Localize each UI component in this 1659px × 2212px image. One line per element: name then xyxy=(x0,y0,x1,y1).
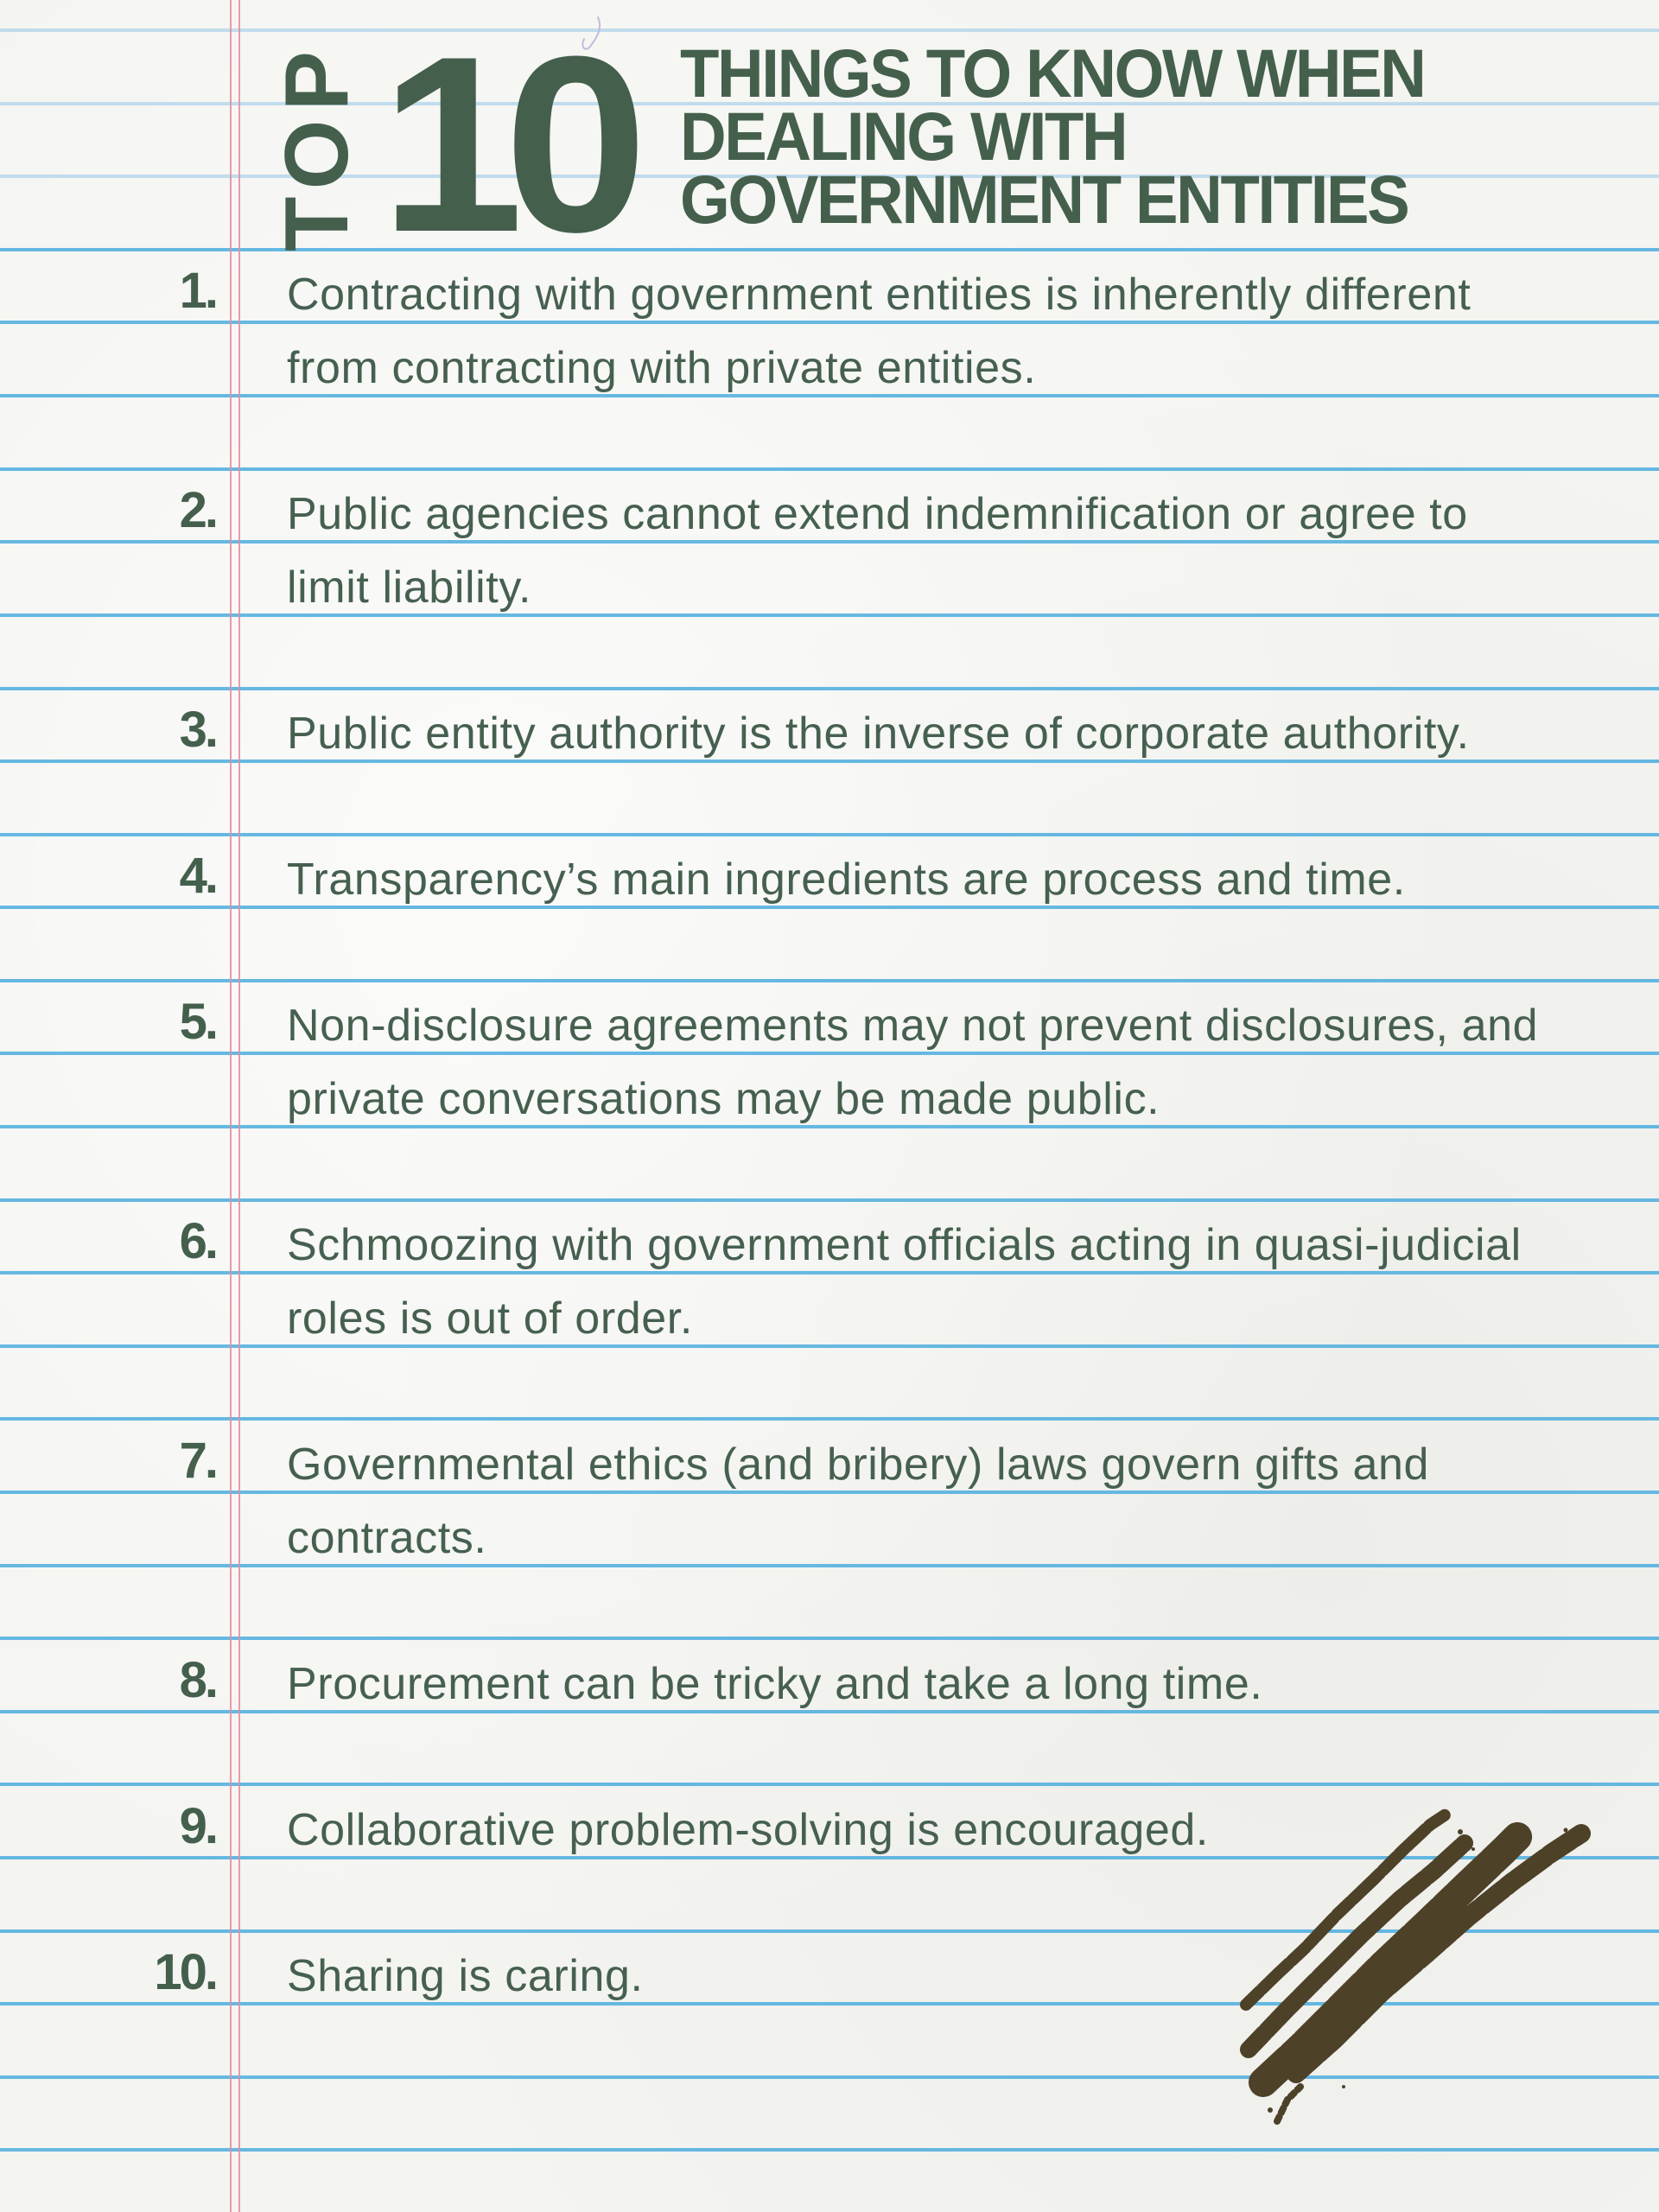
ruled-line xyxy=(0,1417,1659,1421)
ruled-line xyxy=(0,394,1659,397)
item-text-line: contracts. xyxy=(287,1513,487,1563)
ruled-line xyxy=(0,979,1659,982)
scribble-mark-icon xyxy=(1210,1797,1607,2160)
ruled-line xyxy=(0,1637,1659,1640)
ruled-line xyxy=(0,467,1659,471)
item-number: 8. xyxy=(179,1652,216,1708)
ruled-line xyxy=(0,687,1659,690)
item-text-line: Schmoozing with government officials acting in quasi-judicial xyxy=(287,1220,1522,1270)
item-text-line: Collaborative problem-solving is encouraged. xyxy=(287,1805,1209,1855)
item-number: 10. xyxy=(154,1944,216,2000)
item-number: 3. xyxy=(179,702,216,758)
item-number: 7. xyxy=(179,1433,216,1489)
ruled-line xyxy=(0,1125,1659,1128)
ruled-line xyxy=(0,1783,1659,1786)
item-number: 6. xyxy=(179,1213,216,1269)
item-text-line: Public entity authority is the inverse of corporate authority. xyxy=(287,709,1470,759)
item-number: 1. xyxy=(179,263,216,319)
headline-line-1: THINGS TO KNOW WHEN xyxy=(680,35,1425,111)
ruled-line xyxy=(0,1198,1659,1202)
headline xyxy=(680,35,1596,238)
item-number: 5. xyxy=(179,994,216,1050)
item-text-line: Procurement can be tricky and take a long time. xyxy=(287,1659,1263,1709)
headline-line-2: DEALING WITH xyxy=(680,98,1127,175)
ruled-line xyxy=(0,1710,1659,1713)
item-number: 2. xyxy=(179,482,216,538)
ruled-line xyxy=(0,29,1659,32)
item-text-line: Sharing is caring. xyxy=(287,1951,644,2001)
ruled-line xyxy=(0,1564,1659,1567)
ruled-line xyxy=(0,833,1659,836)
ruled-line xyxy=(0,321,1659,324)
item-text-line: Governmental ethics (and bribery) laws govern gifts and xyxy=(287,1440,1430,1490)
ruled-line xyxy=(0,1491,1659,1494)
margin-line-right xyxy=(238,0,240,2212)
big-number-ten: 10 xyxy=(380,4,628,284)
top-word-text: TOP xyxy=(267,42,367,251)
item-text-line: from contracting with private entities. xyxy=(287,343,1037,393)
ruled-line xyxy=(0,1344,1659,1348)
item-text-line: roles is out of order. xyxy=(287,1294,693,1344)
item-text-line: Contracting with government entities is inherently different xyxy=(287,270,1471,320)
item-number: 9. xyxy=(179,1798,216,1854)
item-text-line: private conversations may be made public. xyxy=(287,1074,1160,1124)
headline-line-3: GOVERNMENT ENTITIES xyxy=(680,161,1408,238)
item-text-line: limit liability. xyxy=(287,563,532,613)
item-number: 4. xyxy=(179,848,216,904)
ruled-line xyxy=(0,1271,1659,1274)
margin-line-left xyxy=(230,0,232,2212)
item-text-line: Public agencies cannot extend indemnification or agree to xyxy=(287,489,1468,539)
ruled-line xyxy=(0,613,1659,617)
ruled-line xyxy=(0,760,1659,763)
ruled-line xyxy=(0,248,1659,251)
item-text-line: Non-disclosure agreements may not prevent disclosures, and xyxy=(287,1001,1539,1051)
ruled-line xyxy=(0,1052,1659,1055)
ruled-line xyxy=(0,540,1659,543)
ruled-line xyxy=(0,906,1659,909)
top-label xyxy=(267,42,367,251)
item-text-line: Transparency’s main ingredients are process and time. xyxy=(287,855,1406,905)
